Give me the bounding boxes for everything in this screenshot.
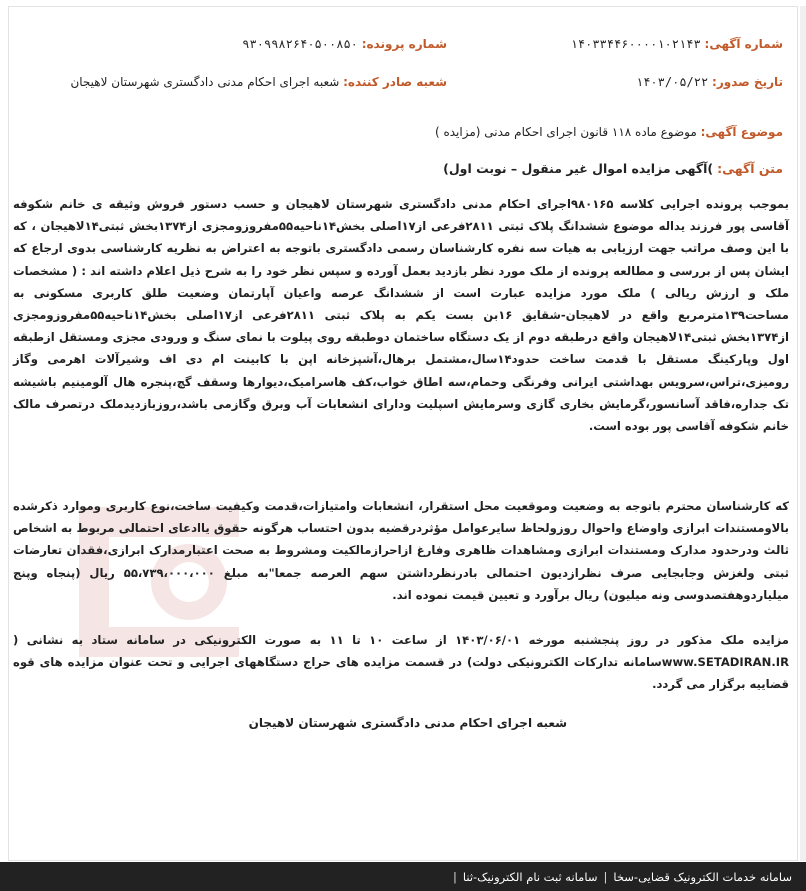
ad-text-value: )آگهی مزایده اموال غیر منقول – نوبت اول) <box>443 161 714 176</box>
subject-label: موضوع آگهی: <box>700 125 783 139</box>
issue-date-label: تاریخ صدور: <box>712 75 783 89</box>
signature: شعبه اجرای احکام مدنی دادگستری شهرستان لاهیجان <box>248 716 567 730</box>
announcement-frame <box>8 6 798 861</box>
footer-separator-end: | <box>452 869 457 884</box>
footer-bar <box>0 862 806 891</box>
body-paragraph-1: بموجب پرونده اجرایی کلاسه ۹۸۰۱۶۵اجرای احکام مدنی دادگستری شهرستان لاهیجان و حسب دستور فروش وثیقه ی خانم شکوفه آقاسی پور فرزند یداله موضوع ششدانگ پلاک ثبتی ۲۸۱۱فرعی از۱۷اصلی بخش۱۴ناحیه۵۵مفروزومجزی از۱۳۷۴بخش ثبتی۱۴لاهیجان ، که با این وصف مراتب جهت ارزیابی به هیات سه نفره کارشناسان رسمی دادگستری باتوجه به اعتراض به نظریه کارشناسی بدوی ارجاع که ایشان پس از بررسی و مطالعه پرونده از ملک مورد نظر بازدید بعمل آورده و سپس نظر خود را به شرح ذیل اعلام داشته اند : ( مشخصات ملک و ارزش ریالی ) ملک مورد مزایده عبارت است از ششدانگ عرصه واعیان آپارتمان وضعیت طلق کاربری مسکونی به مساحت۱۳۹مترمربع واقع در لاهیجان-شقایق ۱۶بن بست یکم به پلاک ثبتی ۲۸۱۱فرعی از۱۷اصلی بخش۱۴ناحیه۵۵مفروزومجزی از۱۳۷۴بخش ثبتی۱۴لاهیجان واقع درطبقه دوم از یک دستگاه ساختمان دوطبقه روی پیلوت با نمای سنگ و ورودی مجزی ومستقل ازطبقه اول وپارکینگ مستقل با قدمت ساخت حدود۱۴سال،مشتمل برهال،آشپزخانه اپن با کابینت ام دی اف وشیرآلات اهرمی وگاز رومیزی،تراس،سرویس بهداشتی ایرانی وفرنگی وحمام،سه اطاق خواب،کف هاسرامیک،دیوارها وسقف گچ،پنجره هال آلومینیم باشیشه تک جداره،فاقد آسانسور،گرمایش بخاری گازی وسرمایش اسپلیت ودارای انشعابات آب وبرق وگازمی باشد،روزبازدیدملک درتصرف مالک خانم شکوفه آقاسی پور بوده است. <box>13 197 789 434</box>
subject <box>435 125 783 139</box>
case-number <box>242 37 447 51</box>
announcement-body-2 <box>13 495 789 606</box>
case-number-value: ۹۳۰۹۹۸۲۶۴۰۵۰۰۸۵۰ <box>242 37 358 51</box>
footer-link-sakha[interactable]: سامانه خدمات الکترونیک قضایی-سخا <box>613 869 792 884</box>
issuer-value: شعبه اجرای احکام مدنی دادگستری شهرستان لاهیجان <box>70 75 340 89</box>
footer-separator: | <box>603 869 608 884</box>
issue-date-value: ۱۴۰۳/۰۵/۲۲ <box>635 75 709 89</box>
ad-number <box>571 37 783 51</box>
scrollbar[interactable] <box>800 6 806 861</box>
body-paragraph-2: که کارشناسان محترم باتوجه به وضعیت وموقعیت محل استقرار، انشعابات وامتیازات،قدمت وکیفیت ساخت،نوع کاربری وموارد ذکرشده بالاومستندات ابرازی واوضاع واحوال روزولحاظ سایرعوامل مؤثردرقضیه بدون احتساب هرگونه حقوق یاادعای احتمالی مربوط به اشخاص ثالث ودرحدود مدارک ومستندات ابرازی ومشاهدات ظاهری وفارغ ازاحرازمالکیت ومشروط به صحت اعتبارمدارک ابرازی،فقدان تعارضات ثبتی ولغزش وجابجایی صرف نظرازدیون احتمالی بادرنظرداشتن سهم العرصه جمعا"به مبلغ ۵۵،۷۳۹،۰۰۰،۰۰۰ ریال (پنجاه وپنج میلیاردوهفتصدوسی ونه میلیون) ریال برآورد و تعیین قیمت نموده اند. <box>13 499 789 602</box>
body-paragraph-3: مزایده ملک مذکور در روز پنجشنبه مورخه ۱۴۰۳/۰۶/۰۱ از ساعت ۱۰ تا ۱۱ به صورت الکترونیکی در سامانه ستاد به نشانی ( www.SETADIRAN.IRسامانه تدارکات الکترونیکی دولت) در قسمت مزایده های حراج دستگاههای اجرایی و تحت عنوان مزایده های قوه قضاییه برگزار می گردد. <box>13 633 789 692</box>
issuer <box>70 75 447 89</box>
ad-text-label: متن آگهی: <box>717 161 783 176</box>
issue-date <box>636 75 783 89</box>
announcement-body <box>13 193 789 437</box>
announcement-body-3 <box>13 629 789 696</box>
issuer-label: شعبه صادر کننده: <box>343 75 447 89</box>
case-number-label: شماره پرونده: <box>361 37 447 51</box>
ad-number-label: شماره آگهی: <box>704 37 783 51</box>
footer-link-sana[interactable]: سامانه ثبت نام الکترونیک-ثنا <box>462 869 598 884</box>
ad-number-value: ۱۴۰۳۳۴۴۶۰۰۰۰۱۰۲۱۴۳ <box>570 37 701 51</box>
subject-value: موضوع ماده ۱۱۸ قانون اجرای احکام مدنی (مزایده ) <box>434 125 697 139</box>
ad-text-heading <box>443 161 783 176</box>
